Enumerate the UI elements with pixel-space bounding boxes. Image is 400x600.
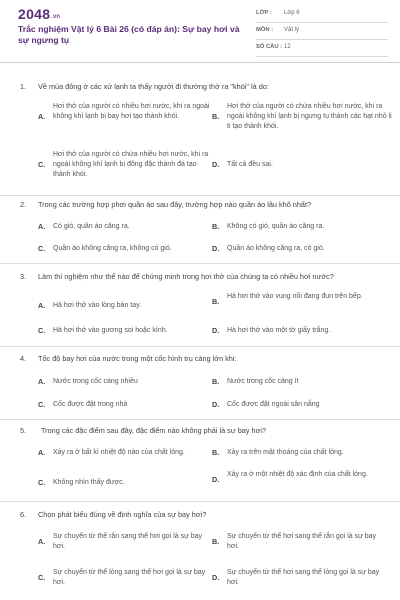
- option-d[interactable]: [212, 400, 392, 412]
- option-text: Sự chuyển từ thể lỏng sang thể hơi gọi là sự bay hơi.: [53, 569, 206, 586]
- meta-value: 12: [284, 44, 291, 50]
- option-letter: A.: [38, 448, 46, 457]
- option-c[interactable]: [38, 478, 208, 490]
- option-letter: A.: [38, 222, 46, 231]
- option-letter: A.: [38, 377, 46, 386]
- option-text: Sự chuyển từ thể rắn sang thể hơi gọi là sự bay hơi.: [53, 533, 203, 550]
- question-number: 1.: [20, 82, 27, 91]
- option-b[interactable]: [212, 222, 392, 234]
- option-text: Hà hơi thở vào một tờ giấy trắng.: [227, 327, 331, 334]
- option-letter: C.: [38, 244, 46, 253]
- option-letter: D.: [212, 573, 220, 582]
- option-text: Nước trong cốc càng nhiều: [53, 378, 138, 385]
- option-text: Hơi thở của người có chứa nhiều hơi nước, khi ra ngoài không khí lạnh bị đông đặc thành đá tạo thành khói.: [53, 151, 209, 178]
- question-number: 5.: [20, 426, 27, 435]
- option-c[interactable]: [38, 400, 208, 412]
- question-number: 6.: [20, 510, 27, 519]
- option-b[interactable]: [212, 102, 392, 134]
- option-letter: D.: [212, 244, 220, 253]
- option-d[interactable]: [212, 568, 392, 590]
- option-a[interactable]: [38, 222, 208, 234]
- option-d[interactable]: [212, 326, 392, 338]
- question-text: Về mùa đông ở các xứ lạnh ta thấy người đi thường thở ra "khói" là do:: [38, 82, 269, 91]
- question-text: Làm thí nghiệm như thế nào để chứng minh trong hơi thở của chúng ta có nhiều hơi nước?: [38, 272, 334, 281]
- option-text: Sự chuyển từ thể hơi sang thể rắn gọi là sự bay hơi.: [227, 533, 377, 550]
- option-letter: C.: [38, 478, 46, 487]
- option-letter: A.: [38, 537, 46, 546]
- option-a[interactable]: [38, 301, 208, 313]
- option-text: Không có gió, quần áo căng ra.: [227, 223, 325, 230]
- option-text: Không nhìn thấy được.: [53, 479, 125, 486]
- quiz-meta: [256, 10, 388, 61]
- option-b[interactable]: [212, 448, 392, 460]
- option-a[interactable]: [38, 532, 208, 554]
- option-letter: C.: [38, 326, 46, 335]
- option-d[interactable]: [212, 470, 392, 492]
- question-text: Trong các trường hợp phơi quần áo sau đây, trường hợp nào quần áo lâu khô nhất?: [38, 200, 312, 209]
- option-a[interactable]: [38, 102, 218, 134]
- meta-class: [256, 10, 388, 23]
- option-d[interactable]: [212, 244, 392, 256]
- question-6: [0, 510, 400, 600]
- option-letter: C.: [38, 573, 46, 582]
- meta-value: Lớp 6: [284, 10, 300, 16]
- meta-subject: [256, 27, 388, 40]
- meta-label: SỐ CÂU :: [256, 44, 283, 50]
- question-number: 4.: [20, 354, 27, 363]
- option-text: Xảy ra trên mặt thoáng của chất lỏng.: [227, 449, 344, 456]
- option-b[interactable]: [212, 292, 392, 314]
- question-4: [0, 354, 400, 420]
- option-letter: A.: [38, 301, 46, 310]
- option-d[interactable]: [212, 160, 392, 172]
- question-text: Chọn phát biểu đúng về định nghĩa của sự bay hơi?: [38, 510, 207, 519]
- option-text: Quần áo không căng ra, có gió.: [227, 245, 325, 252]
- option-text: Sự chuyển từ thể hơi sang thể lỏng gọi là sự bay hơi.: [227, 569, 380, 586]
- option-a[interactable]: [38, 377, 208, 389]
- option-b[interactable]: [212, 532, 392, 554]
- question-1: [0, 82, 400, 196]
- option-letter: D.: [212, 400, 220, 409]
- option-letter: B.: [212, 112, 220, 121]
- option-text: Hà hơi thở vào lòng bàn tay.: [53, 302, 142, 309]
- option-text: Hơi thở của người có chứa nhiều hơi nước, khi ra ngoài không khí lạnh bị ngưng tụ thành các hạt nhỏ li ti tạo thành khói.: [227, 103, 392, 130]
- option-letter: B.: [212, 448, 220, 457]
- meta-value: Vật lý: [284, 27, 300, 33]
- question-number: 3.: [20, 272, 27, 281]
- option-text: Có gió, quần áo căng ra.: [53, 223, 130, 230]
- option-c[interactable]: [38, 326, 208, 338]
- site-logo[interactable]: [18, 6, 60, 22]
- logo-number: 2048: [18, 6, 51, 22]
- option-letter: D.: [212, 475, 220, 484]
- question-text: Tốc độ bay hơi của nước trong một cốc hình trụ càng lớn khi:: [38, 354, 237, 363]
- option-c[interactable]: [38, 150, 218, 182]
- option-a[interactable]: [38, 448, 208, 460]
- option-letter: C.: [38, 160, 46, 169]
- option-text: Xảy ra ở bất kì nhiệt độ nào của chất lỏng.: [53, 449, 185, 456]
- question-3: [0, 272, 400, 347]
- option-b[interactable]: [212, 377, 392, 389]
- option-text: Hơi thở của người có nhiều hơi nước, khi ra ngoài không khí lạnh bị bay hơi tạo thành khói.: [53, 103, 210, 120]
- option-letter: B.: [212, 297, 220, 306]
- page-title: Trắc nghiệm Vật lý 6 Bài 26 (có đáp án): Sự bay hơi và sự ngưng tụ: [18, 24, 240, 45]
- option-letter: A.: [38, 112, 46, 121]
- option-text: Quần áo không căng ra, không có gió.: [53, 245, 172, 252]
- question-5: [0, 426, 400, 502]
- question-number: 2.: [20, 200, 27, 209]
- meta-question-count: [256, 44, 388, 57]
- option-text: Tất cả đều sai.: [227, 161, 273, 168]
- option-letter: B.: [212, 222, 220, 231]
- option-letter: B.: [212, 537, 220, 546]
- option-text: Nước trong cốc càng ít: [227, 378, 299, 385]
- option-letter: D.: [212, 326, 220, 335]
- option-text: Cốc được đặt ngoài sân nắng: [227, 401, 320, 408]
- meta-label: MÔN :: [256, 27, 274, 33]
- option-text: Cốc được đặt trong nhà: [53, 401, 128, 408]
- option-letter: D.: [212, 160, 220, 169]
- logo-suffix: .vn: [51, 14, 61, 20]
- option-letter: B.: [212, 377, 220, 386]
- meta-label: LỚP :: [256, 10, 272, 16]
- option-text: Hà hơi thở vào gương soi hoặc kính.: [53, 327, 168, 334]
- page-header: [0, 0, 400, 63]
- option-letter: C.: [38, 400, 46, 409]
- question-text: Trong các đặc điểm sau đây, đặc điểm nào không phải là sự bay hơi?: [41, 426, 267, 435]
- option-text: Hà hơi thở vào vung nồi đang đun trên bếp.: [227, 293, 363, 300]
- option-c[interactable]: [38, 244, 208, 256]
- option-c[interactable]: [38, 568, 208, 590]
- question-2: [0, 200, 400, 264]
- option-text: Xảy ra ở một nhiệt độ xác định của chất lỏng.: [227, 471, 368, 478]
